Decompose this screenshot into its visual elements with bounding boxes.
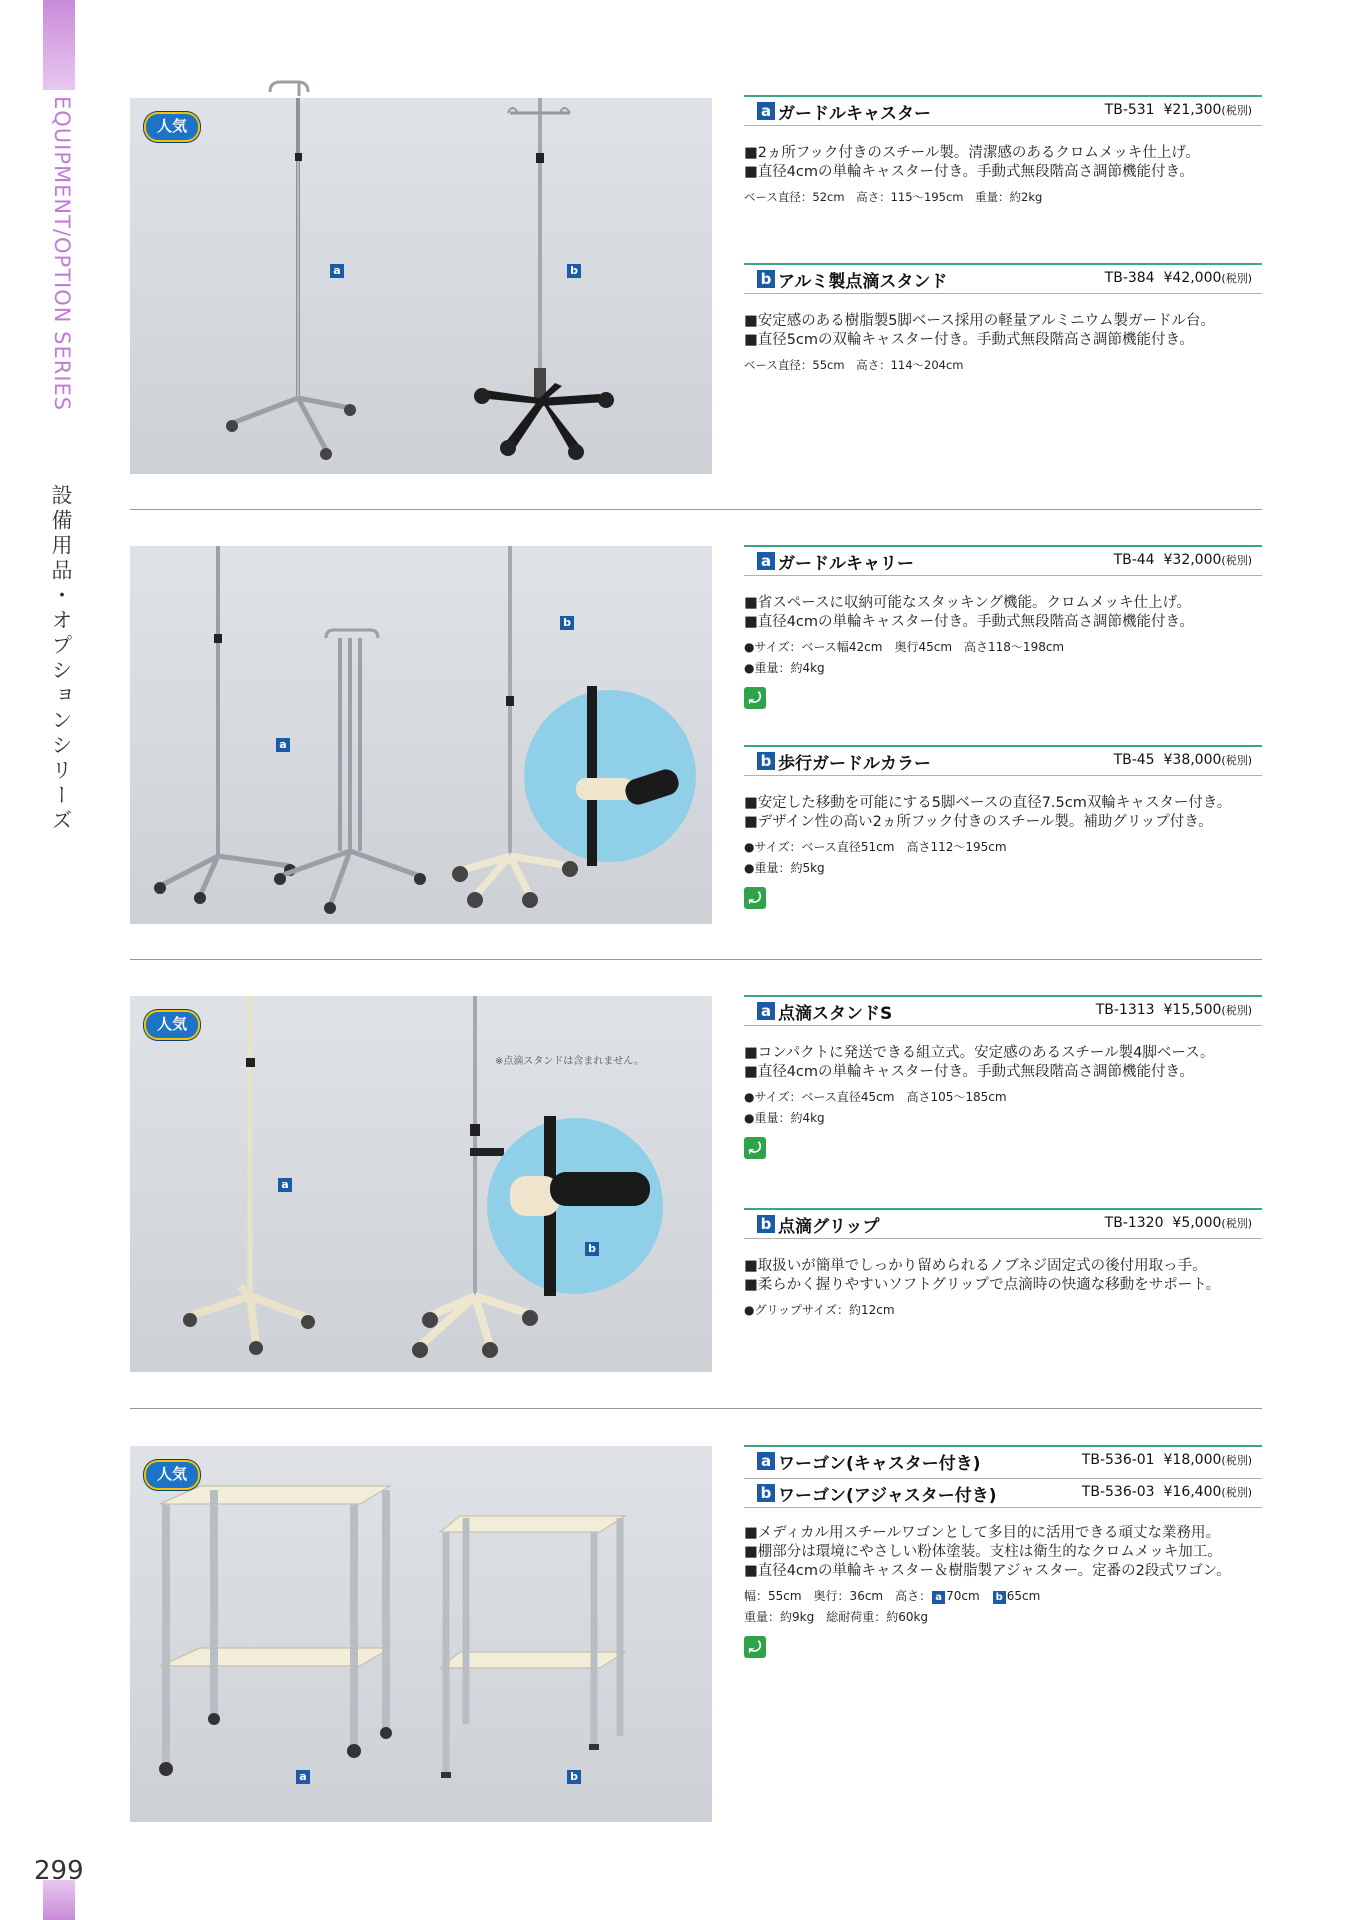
variant-badge: b [993, 1591, 1006, 1604]
iv-stand-illustration [130, 98, 712, 474]
product-photo-3 [130, 996, 712, 1372]
desc-line: ■柔らかく握りやすいソフトグリップで点滴時の快適な移動をサポート。 [744, 1277, 1220, 1293]
photo-tag-b: b [567, 264, 581, 278]
tax-label: (税別) [1221, 754, 1252, 767]
tax-label: (税別) [1221, 1217, 1252, 1230]
photo-tag-b: b [560, 616, 574, 630]
wagon-illustration [130, 1446, 712, 1822]
popular-badge: 人気 [144, 1460, 200, 1490]
product-entry [744, 995, 1262, 1159]
price-value: ¥15,500 [1163, 1002, 1222, 1018]
product-description [744, 1257, 1262, 1295]
spec-dimensions: 幅：55cm 奥行：36cm 高さ： [744, 1589, 932, 1603]
product-header [744, 545, 1262, 576]
category-label: 設備用品・オプションシリーズ [49, 484, 73, 834]
spec-height-a: 70cm [946, 1589, 980, 1603]
desc-line: ■直径5cmの双輪キャスター付き。手動式無段階高さ調節機能付き。 [744, 332, 1194, 348]
desc-line: ■直径4cmの単輪キャスター付き。手動式無段階高さ調節機能付き。 [744, 164, 1194, 180]
ok-icon: ⤾ [744, 887, 766, 909]
desc-line: ■メディカル用スチールワゴンとして多目的に活用できる頑丈な業務用。 [744, 1525, 1220, 1541]
side-accent-bar-bottom [43, 1880, 75, 1920]
product-photo-2 [130, 546, 712, 924]
desc-line: ■直径4cmの単輪キャスター付き。手動式無段階高さ調節機能付き。 [744, 614, 1194, 630]
variant-badge: a [757, 102, 775, 120]
spec-height-b: 65cm [1006, 1589, 1041, 1603]
photo-note: ※点滴スタンドは含まれません。 [495, 1056, 644, 1067]
product-photo-4 [130, 1446, 712, 1822]
stacking-stand-illustration [130, 546, 712, 924]
product-price [1105, 270, 1252, 286]
desc-line: ■省スペースに収納可能なスタッキング機能。クロムメッキ仕上げ。 [744, 595, 1191, 611]
product-price [1082, 1484, 1252, 1500]
spec-line: ●重量：約4kg [744, 661, 825, 675]
spec-line: ●グリップサイズ：約12cm [744, 1303, 895, 1317]
ok-icon: ⤾ [744, 1137, 766, 1159]
product-name: 歩行ガードルカラー [778, 753, 931, 774]
product-price [1082, 1452, 1252, 1468]
spec-line [744, 1586, 1262, 1607]
product-code: TB-1320 [1104, 1215, 1164, 1231]
variant-badge: a [757, 1002, 775, 1020]
product-spec [744, 1087, 1262, 1129]
tax-label: (税別) [1221, 1486, 1252, 1499]
product-header [744, 995, 1262, 1026]
desc-line: ■棚部分は環境にやさしい粉体塗装。支柱は衛生的なクロムメッキ加工。 [744, 1544, 1222, 1560]
product-entry [744, 1208, 1262, 1321]
section-divider [130, 959, 1262, 960]
photo-tag-a: a [278, 1178, 292, 1192]
product-spec [744, 355, 1262, 376]
product-spec [744, 187, 1262, 208]
price-value: ¥32,000 [1163, 552, 1222, 568]
series-label: EQUIPMENT/OPTION SERIES [50, 96, 74, 412]
page-number: 299 [34, 1856, 84, 1886]
product-description [744, 144, 1262, 182]
section-divider [130, 509, 1262, 510]
product-code: TB-44 [1113, 552, 1155, 568]
spec-line: ●サイズ：ベース幅42cm 奥行45cm 高さ118〜198cm [744, 640, 1065, 654]
variant-badge: b [757, 1215, 775, 1233]
price-value: ¥18,000 [1163, 1452, 1222, 1468]
popular-badge: 人気 [144, 112, 200, 142]
desc-line: ■安定した移動を可能にする5脚ベースの直径7.5cm双輪キャスター付き。 [744, 795, 1232, 811]
product-code: TB-45 [1113, 752, 1155, 768]
product-header [744, 95, 1262, 126]
product-price [1105, 102, 1252, 118]
photo-tag-a: a [296, 1770, 310, 1784]
price-value: ¥21,300 [1163, 102, 1222, 118]
tax-label: (税別) [1221, 104, 1252, 117]
desc-line: ■デザイン性の高い2ヵ所フック付きのスチール製。補助グリップ付き。 [744, 814, 1213, 830]
tax-label: (税別) [1221, 554, 1252, 567]
variant-badge: b [757, 1484, 775, 1502]
product-price [1114, 752, 1252, 768]
iv-hook-icon [260, 74, 360, 102]
product-description [744, 1044, 1262, 1082]
product-spec [744, 637, 1262, 679]
product-description [744, 312, 1262, 350]
side-accent-bar [43, 0, 75, 90]
product-spec [744, 1300, 1262, 1321]
product-description [744, 794, 1262, 832]
product-price [1114, 552, 1252, 568]
ok-icon: ⤾ [744, 1636, 766, 1658]
product-entry [744, 263, 1262, 376]
product-price [1105, 1215, 1252, 1231]
popular-badge: 人気 [144, 1010, 200, 1040]
tax-label: (税別) [1221, 1004, 1252, 1017]
product-entry [744, 95, 1262, 208]
product-price [1096, 1002, 1252, 1018]
variant-badge: a [932, 1591, 945, 1604]
product-header [744, 1445, 1262, 1475]
desc-line: ■コンパクトに発送できる組立式。安定感のあるスチール製4脚ベース。 [744, 1045, 1215, 1061]
product-code: TB-536-01 [1081, 1452, 1155, 1468]
product-header [744, 1478, 1262, 1508]
product-code: TB-384 [1104, 270, 1155, 286]
product-name: 点滴グリップ [778, 1216, 880, 1237]
variant-badge: b [757, 270, 775, 288]
photo-tag-a: a [276, 738, 290, 752]
variant-badge: b [757, 752, 775, 770]
product-spec [744, 837, 1262, 879]
desc-line: ■2ヵ所フック付きのスチール製。清潔感のあるクロムメッキ仕上げ。 [744, 145, 1200, 161]
desc-line: ■安定感のある樹脂製5脚ベース採用の軽量アルミニウム製ガードル台。 [744, 313, 1215, 329]
product-description [744, 594, 1262, 632]
photo-tag-b: b [567, 1770, 581, 1784]
product-photo-1 [130, 98, 712, 474]
desc-line: ■直径4cmの単輪キャスター付き。手動式無段階高さ調節機能付き。 [744, 1064, 1194, 1080]
tax-label: (税別) [1221, 1454, 1252, 1467]
product-spec [744, 1586, 1262, 1628]
product-code: TB-536-03 [1081, 1484, 1155, 1500]
spec-line: ●重量：約4kg [744, 1111, 825, 1125]
product-header [744, 263, 1262, 294]
spec-line: ●サイズ：ベース直径45cm 高さ105〜185cm [744, 1090, 1007, 1104]
spec-line: 重量：約9kg 総耐荷重：約60kg [744, 1610, 929, 1624]
spec-line: ベース直径：52cm 高さ：115〜195cm 重量：約2kg [744, 190, 1043, 204]
product-header [744, 745, 1262, 776]
photo-tag-b: b [585, 1242, 599, 1256]
product-name: ワーゴン(アジャスター付き) [778, 1485, 997, 1506]
photo-tag-a: a [330, 264, 344, 278]
variant-badge: a [757, 552, 775, 570]
product-name: アルミ製点滴スタンド [778, 271, 948, 292]
product-name: 点滴スタンドS [778, 1003, 893, 1024]
section-divider [130, 1408, 1262, 1409]
desc-line: ■取扱いが簡単でしっかり留められるノブネジ固定式の後付用取っ手。 [744, 1258, 1207, 1274]
product-name: ガードルキャリー [778, 553, 914, 574]
spec-line: ●重量：約5kg [744, 861, 825, 875]
price-value: ¥5,000 [1172, 1215, 1222, 1231]
price-value: ¥38,000 [1163, 752, 1222, 768]
product-entry [744, 1445, 1262, 1658]
product-header [744, 1208, 1262, 1239]
product-entry [744, 745, 1262, 909]
spec-line: ベース直径：55cm 高さ：114〜204cm [744, 358, 964, 372]
product-entry [744, 545, 1262, 709]
spec-line: ●サイズ：ベース直径51cm 高さ112〜195cm [744, 840, 1007, 854]
product-name: ガードルキャスター [778, 103, 931, 124]
product-code: TB-531 [1104, 102, 1155, 118]
tax-label: (税別) [1221, 272, 1252, 285]
price-value: ¥16,400 [1163, 1484, 1222, 1500]
price-value: ¥42,000 [1163, 270, 1222, 286]
product-description [744, 1524, 1262, 1581]
desc-line: ■直径4cmの単輪キャスター＆樹脂製アジャスター。定番の2段式ワゴン。 [744, 1563, 1231, 1579]
product-name: ワーゴン(キャスター付き) [778, 1453, 981, 1474]
variant-badge: a [757, 1452, 775, 1470]
product-code: TB-1313 [1095, 1002, 1155, 1018]
ok-icon: ⤾ [744, 687, 766, 709]
